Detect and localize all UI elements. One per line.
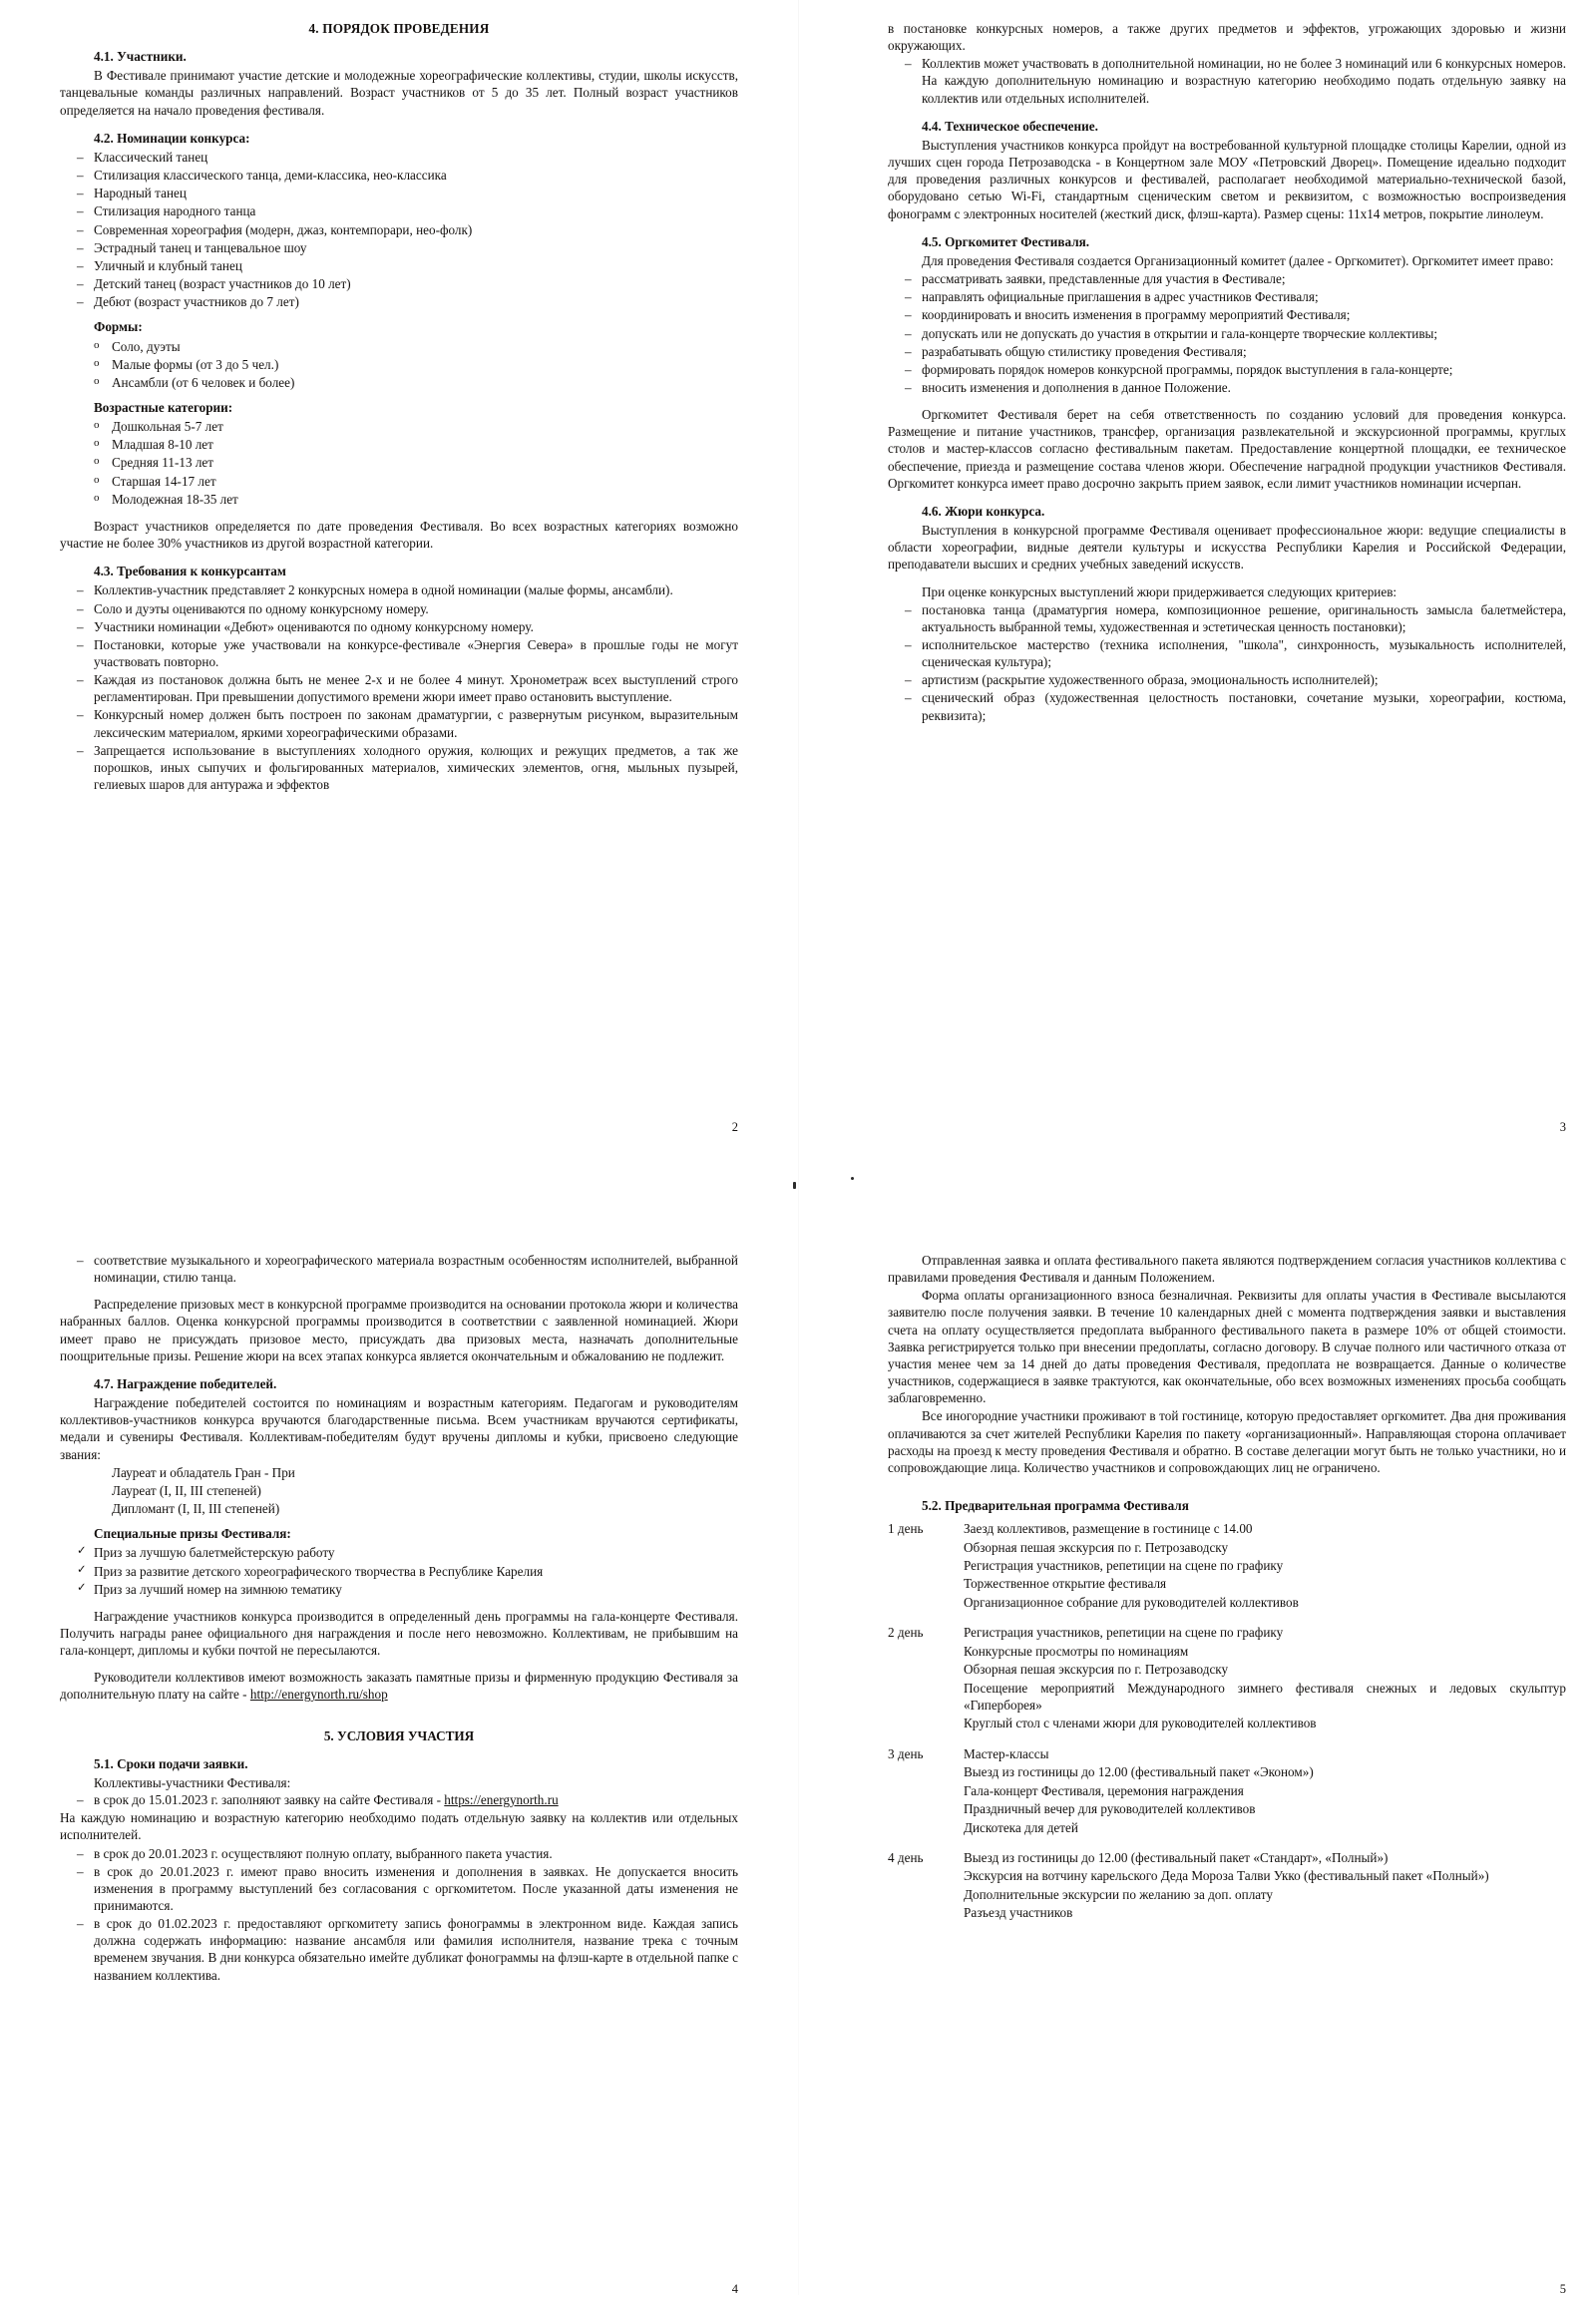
heading-forms: Формы:	[94, 319, 143, 335]
day-items	[964, 1624, 1566, 1745]
list-item: – Постановки, которые уже участвовали на конкурсе-фестивале «Энергия Севера» в прошлые годы не могут участвовать повторно.	[60, 636, 738, 670]
merch-text: Руководители коллективов имеют возможность заказать памятные призы и фирменную продукцию Фестиваля за дополнительную плату на сайте -	[60, 1670, 738, 1703]
schedule-item: Организационное собрание для руководителей коллективов	[964, 1594, 1299, 1610]
page-number: 4	[731, 2281, 738, 2296]
schedule-item: Посещение мероприятий Международного зимнего фестиваля снежных и ледовых скульптур «Гиперборея»	[964, 1680, 1566, 1713]
list-item: – Участники номинации «Дебют» оцениваются по одному конкурсному номеру.	[60, 618, 738, 635]
award-title: Лауреат (I, II, III степеней)	[112, 1482, 261, 1498]
day-label: 3 день	[888, 1745, 924, 1761]
table-row	[888, 1849, 1566, 1935]
table-row	[888, 1520, 1566, 1624]
application-deadlines-list-2	[60, 1845, 738, 1984]
agreement-paragraph: Отправленная заявка и оплата фестивального пакета являются подтверждением согласия участников коллектива с правилами проведения Фестиваля и данным Положением.	[888, 1253, 1566, 1286]
list-item: – Современная хореография (модерн, джаз, контемпорари, нео-фолк)	[60, 221, 738, 238]
list-item: – Соло и дуэты оцениваются по одному конкурсному номеру.	[60, 600, 738, 617]
list-item: o Молодежная 18-35 лет	[60, 491, 738, 508]
list-item: o Малые формы (от 3 до 5 чел.)	[60, 356, 738, 373]
schedule-item: Торжественное открытие фестиваля	[964, 1576, 1167, 1592]
list-item: – Стилизация классического танца, деми-классика, нео-классика	[60, 167, 738, 184]
requirements-list	[60, 581, 738, 793]
heading-4-2: 4.2. Номинации конкурса:	[94, 130, 250, 146]
document-page-4	[60, 1252, 738, 2296]
orgcommittee-rights-list	[888, 270, 1566, 396]
list-item: – Коллектив может участвовать в дополнительной номинации, но не более 3 номинаций или 6 конкурсных номеров. На каждую дополнительную номинацию и возрастную категорию необходимо подать отдельную заявку на коллектив или отдельных исполнителей.	[888, 55, 1566, 106]
nominations-list	[60, 149, 738, 310]
list-item: o Соло, дуэты	[60, 338, 738, 355]
list-item: – формировать порядок номеров конкурсной программы, порядок выступления в гала-концерте;	[888, 361, 1566, 378]
list-item: – Стилизация народного танца	[60, 202, 738, 219]
heading-4-4: 4.4. Техническое обеспечение.	[922, 118, 1098, 134]
list-item: ✓ Приз за развитие детского хореографического творчества в Республике Карелия	[60, 1563, 738, 1580]
schedule-item: Разъезд участников	[964, 1905, 1073, 1921]
paragraph-4-5-intro: Для проведения Фестиваля создается Организационный комитет (далее - Оргкомитет). Оргкомитет имеет право:	[922, 252, 1554, 268]
page-number: 2	[731, 1119, 738, 1134]
table-row	[888, 1624, 1566, 1745]
day-label: 4 день	[888, 1849, 924, 1865]
paragraph-4-7: Награждение победителей состоится по номинациям и возрастным категориям. Педагогам и руководителям коллективов-участников конкурса вручаются благодарственные письма. Всем участникам вручаются сертификаты, медали и сувениры Фестиваля. Коллективам-победителям будут вручены дипломы и кубки, присвоено следующие звания:	[60, 1395, 738, 1462]
heading-4-7: 4.7. Награждение победителей.	[94, 1375, 277, 1391]
heading-5-2: 5.2. Предварительная программа Фестиваля	[922, 1498, 1189, 1514]
list-item: o Младшая 8-10 лет	[60, 436, 738, 453]
list-item: – направлять официальные приглашения в адрес участников Фестиваля;	[888, 288, 1566, 305]
list-item: – координировать и вносить изменения в программу мероприятий Фестиваля;	[888, 306, 1566, 323]
heading-special-prizes: Специальные призы Фестиваля:	[94, 1526, 291, 1542]
applicants-lead: Коллективы-участники Фестиваля:	[94, 1774, 291, 1790]
age-categories-list	[60, 418, 738, 508]
table-row	[888, 1745, 1566, 1849]
list-item: – Уличный и клубный танец	[60, 257, 738, 274]
list-item: – допускать или не допускать до участия в открытии и гала-концерте творческие коллективы;	[888, 325, 1566, 342]
schedule-item: Обзорная пешая экскурсия по г. Петрозаводску	[964, 1539, 1229, 1555]
prizes-distribution-paragraph: Распределение призовых мест в конкурсной программе производится на основании протокола жюри и количества набранных баллов. Оценка конкурсной программы производится в соответствии с заявленной номинацией. Жюри имеет право не присуждать призовое место, присуждать два призовых места, назначать дополнительные поощрительные призы. Решение жюри на всех этапах конкурса является окончательным и обжалованию не подлежит.	[60, 1297, 738, 1363]
schedule-item: Заезд коллективов, размещение в гостинице с 14.00	[964, 1521, 1253, 1537]
schedule-item: Дискотека для детей	[964, 1819, 1078, 1835]
document-page-3	[888, 20, 1566, 1134]
day-items	[964, 1520, 1566, 1624]
criteria-continued-list	[60, 1252, 738, 1286]
list-item: – вносить изменения и дополнения в данное Положение.	[888, 379, 1566, 396]
list-item: – в срок до 01.02.2023 г. предоставляют оргкомитету запись фонограммы в электронном виде. Каждая запись должна содержать информацию: название ансамбля или фамилия исполнителя, название трека с точным временем звучания. В дни конкурса обязательно имейте дубликат фонограммы на флэш-карте в отдельной папке с названием коллектива.	[60, 1915, 738, 1984]
page-fold-line	[798, 0, 799, 2295]
deadline-text: в срок до 15.01.2023 г. заполняют заявку на сайте Фестиваля -	[94, 1792, 445, 1808]
list-item: o Ансамбли (от 6 человек и более)	[60, 374, 738, 391]
continued-paragraph: в постановке конкурсных номеров, а также других предметов и эффектов, угрожающих здоровью и жизни окружающих.	[888, 21, 1566, 54]
list-item: ✓ Приз за лучший номер на зимнюю тематику	[60, 1581, 738, 1598]
merch-paragraph	[60, 1669, 738, 1703]
list-item: o Средняя 11-13 лет	[60, 454, 738, 471]
list-item: – исполнительское мастерство (техника исполнения, "школа", синхронность, музыкальность исполнителей, сценическая культура);	[888, 636, 1566, 670]
list-item: – Детский танец (возраст участников до 10 лет)	[60, 275, 738, 292]
section-heading-5: 5. УСЛОВИЯ УЧАСТИЯ	[323, 1727, 475, 1743]
section-heading-4: 4. ПОРЯДОК ПРОВЕДЕНИЯ	[308, 21, 490, 36]
list-item: – разрабатывать общую стилистику проведения Фестиваля;	[888, 343, 1566, 360]
document-page-5	[888, 1252, 1566, 2296]
paragraph-4-6: Выступления в конкурсной программе Фестиваля оценивает профессиональное жюри: ведущие специалисты в области хореографии, видные деятели культуры и искусства Республики Карелия и Российской Федерации, преподаватели высших и средних учебных заведений искусств.	[888, 523, 1566, 573]
heading-age-categories: Возрастные категории:	[94, 399, 233, 415]
heading-4-1: 4.1. Участники.	[94, 49, 187, 65]
list-item: o Дошкольная 5-7 лет	[60, 418, 738, 435]
heading-4-3: 4.3. Требования к конкурсантам	[94, 564, 286, 579]
list-item: – Классический танец	[60, 149, 738, 166]
day-label: 2 день	[888, 1625, 924, 1641]
continued-list	[888, 55, 1566, 106]
forms-list	[60, 338, 738, 391]
shop-link[interactable]: http://energynorth.ru/shop	[249, 1687, 388, 1703]
paragraph-4-5-responsibility: Оргкомитет Фестиваля берет на себя ответственность по созданию условий для проведения конкурса. Размещение и питание участников, трансфер, организация развлекательной и экскурсионной программы, круглых столов и мастер-классов согласно фестивальным пакетам. Предоставление концертной площадки, ее техническое обеспечение, приезда и размещение состава членов жюри. Обеспечение наградной продукции участников Фестиваля. Оргкомитет конкурса имеет право досрочно закрыть прием заявок, если лимит участников номинации исчерпан.	[888, 407, 1566, 491]
page-number: 5	[1559, 2281, 1566, 2296]
schedule-item: Круглый стол с членами жюри для руководителей коллективов	[964, 1716, 1317, 1731]
list-item: ✓ Приз за лучшую балетмейстерскую работу	[60, 1544, 738, 1561]
criteria-list	[888, 601, 1566, 724]
list-item: – рассматривать заявки, представленные для участия в Фестивале;	[888, 270, 1566, 287]
scan-artifact-speck	[793, 1182, 796, 1189]
list-item: – соответствие музыкального и хореографического материала возрастным особенностям исполнителей, выбранной номинации, стилю танца.	[60, 1252, 738, 1286]
schedule-item: Обзорная пешая экскурсия по г. Петрозаводску	[964, 1662, 1229, 1678]
list-item: – Дебют (возраст участников до 7 лет)	[60, 293, 738, 310]
schedule-item: Выезд из гостиницы до 12.00 (фестивальный пакет «Стандарт», «Полный»)	[964, 1849, 1389, 1865]
list-item: – артистизм (раскрытие художественного образа, эмоциональность исполнителей);	[888, 671, 1566, 688]
schedule-item: Регистрация участников, репетиции на сцене по графику	[964, 1558, 1284, 1574]
accommodation-paragraph: Все иногородние участники проживают в той гостинице, которую предоставляет оргкомитет. Два дня проживания оплачиваются за счет жителей Республики Карелия по пакету «организационный». Направляющая сторона оплачивает расходы на проезд к месту проведения Фестиваля и обратно. В составе делегации могут быть не только участники, но и сопровождающие лица. Количество участников и сопровождающих лиц не ограничено.	[888, 1408, 1566, 1475]
heading-5-1: 5.1. Сроки подачи заявки.	[94, 1755, 248, 1771]
day-items	[964, 1745, 1566, 1849]
list-item: – Каждая из постановок должна быть не менее 2-х и не более 4 минут. Хронометраж всех выступлений строго регламентирован. При превышении допустимого времени жюри имеет право остановить выступление.	[60, 671, 738, 705]
criteria-intro: При оценке конкурсных выступлений жюри придерживается следующих критериев:	[922, 583, 1397, 599]
award-title: Лауреат и обладатель Гран - При	[112, 1464, 295, 1480]
schedule-item: Выезд из гостиницы до 12.00 (фестивальный пакет «Эконом»)	[964, 1764, 1314, 1780]
list-item: – Народный танец	[60, 185, 738, 201]
schedule-item: Мастер-классы	[964, 1745, 1049, 1761]
special-prizes-list	[60, 1544, 738, 1597]
list-item: – в срок до 20.01.2023 г. осуществляют полную оплату, выбранного пакета участия.	[60, 1845, 738, 1862]
list-item: – Коллектив-участник представляет 2 конкурсных номера в одной номинации (малые формы, ансамбли).	[60, 581, 738, 598]
awarding-paragraph: Награждение участников конкурса производится в определенный день программы на гала-концерте Фестиваля. Получить награды ранее официального дня награждения и после него невозможно. Коллективам, не прибывшим на гала-концерт, дипломы и кубки почтой не пересылаются.	[60, 1608, 738, 1659]
page-number: 3	[1559, 1119, 1566, 1134]
day-items	[964, 1849, 1566, 1935]
award-title: Дипломант (I, II, III степеней)	[112, 1501, 280, 1517]
day-label: 1 день	[888, 1521, 924, 1537]
list-item: – постановка танца (драматургия номера, композиционное решение, оригинальность замысла балетмейстера, актуальность выбранной темы, художественная и эстетическая ценность постановки);	[888, 601, 1566, 635]
list-item: – сценический образ (художественная целостность постановки, сочетание музыки, хореографии, костюма, реквизита);	[888, 689, 1566, 723]
schedule-item: Экскурсия на вотчину карельского Деда Мороза Талви Укко (фестивальный пакет «Полный»)	[964, 1868, 1489, 1884]
list-item: – в срок до 20.01.2023 г. имеют право вносить изменения и дополнения в заявках. Не допускается вносить изменения в программу выступлений без согласования с оргкомитетом. После указанной даты изменения не принимаются.	[60, 1863, 738, 1914]
list-item: o Старшая 14-17 лет	[60, 473, 738, 490]
document-page-2	[60, 20, 738, 1134]
scan-artifact-speck	[851, 1177, 854, 1180]
list-item: – Запрещается использование в выступлениях холодного оружия, колющих и режущих предметов, а так же порошков, иных сыпучих и фольгированных материалов, химических элементов, огня, мыльных пузырей, гелиевых шаров для антуража и эффектов	[60, 742, 738, 793]
festival-program-table	[888, 1520, 1566, 1934]
heading-4-6: 4.6. Жюри конкурса.	[922, 503, 1045, 519]
schedule-item: Конкурсные просмотры по номинациям	[964, 1643, 1189, 1659]
schedule-item: Дополнительные экскурсии по желанию за доп. оплату	[964, 1886, 1273, 1902]
age-note-paragraph: Возраст участников определяется по дате проведения Фестиваля. Во всех возрастных категориях возможно участие не более 30% участников из другой возрастной категории.	[60, 518, 738, 552]
paragraph-4-4: Выступления участников конкурса пройдут на востребованной культурной площадке столицы Карелии, одной из лучших сцен города Петрозаводска - в Концертном зале МОУ «Петровский Дворец». Помещение идеально подходит для проведения различных конкурсов и фестивалей, располагает необходимой материально-технической базой, оборудовано сетью Wi-Fi, стандартным сценическим светом и реквизитом, с возможностью воспроизведения фонограмм с электронных носителей (жесткий диск, флэш-карта). Размер сцены: 11х14 метров, покрытие линолеум.	[888, 137, 1566, 221]
festival-site-link[interactable]: https://energynorth.ru	[444, 1792, 559, 1808]
list-item: – Конкурсный номер должен быть построен по законам драматургии, с развернутым рисунком, выразительным лексическим материалом, яркими хореографическими образами.	[60, 706, 738, 740]
list-item	[60, 1791, 738, 1808]
heading-4-5: 4.5. Оргкомитет Фестиваля.	[922, 233, 1090, 249]
list-item: – Эстрадный танец и танцевальное шоу	[60, 239, 738, 256]
schedule-item: Гала-концерт Фестиваля, церемония награждения	[964, 1782, 1244, 1798]
application-deadlines-list	[60, 1791, 738, 1808]
application-note: На каждую номинацию и возрастную категорию необходимо подать отдельную заявку на коллектив или отдельных исполнителей.	[60, 1810, 738, 1843]
payment-paragraph: Форма оплаты организационного взноса безналичная. Реквизиты для оплаты участия в Фестивале высылаются заявителю после получения заявки. В течение 10 календарных дней с момента подтверждения заявки и выставления счета на оплату осуществляется предоплата выбранного фестивального пакета в размере 10% от общей стоимости. Заявка регистрируется только при внесении предоплаты, согласно договору. В случае полного или частичного отказа от участия менее чем за 14 дней до даты проведения Фестиваля, предоплата не возвращается. Данные о количестве участников, содержащиеся в заявке трактуются, как окончательные, обо всех возможных изменениях просьба сообщать заблаговременно.	[888, 1288, 1566, 1406]
paragraph-4-1: В Фестивале принимают участие детские и молодежные хореографические коллективы, студии, школы искусств, танцевальные команды различных направлений. Возраст участников от 5 до 35 лет. Полный возраст участников определяется на начало проведения фестиваля.	[60, 68, 738, 118]
schedule-item: Регистрация участников, репетиции на сцене по графику	[964, 1625, 1284, 1641]
schedule-item: Праздничный вечер для руководителей коллективов	[964, 1801, 1256, 1817]
